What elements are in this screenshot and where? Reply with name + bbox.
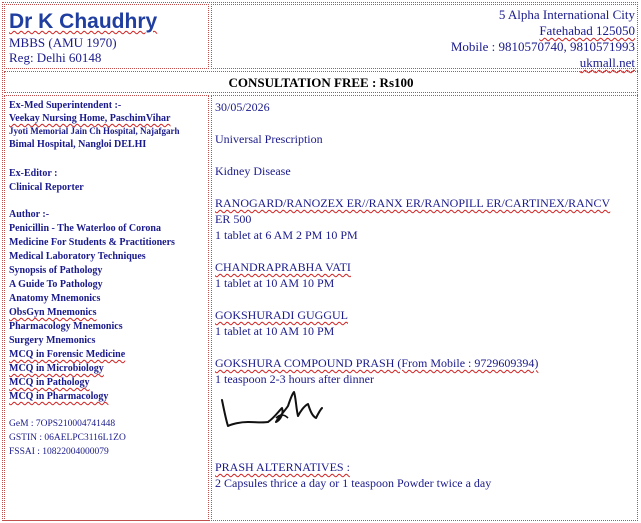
qualification: MBBS (AMU 1970) <box>9 35 117 50</box>
medicine-dosage: 1 tablet at 10 AM 10 PM <box>215 276 335 290</box>
mobile-numbers: Mobile : 9810570740, 9810571993 <box>450 39 635 54</box>
author-book: Pharmacology Mnemonics <box>9 321 123 332</box>
medicine-name: GOKSHURA COMPOUND PRASH (From Mobile : 9729609394) <box>215 356 539 370</box>
medicine-name-cont: ER 500 <box>215 212 252 226</box>
medicine-name: RANOGARD/RANOZEX ER//RANX ER/RANOPILL ER/CARTINEX/RANCV <box>215 196 611 210</box>
prescription-type: Universal Prescription <box>215 132 323 146</box>
consultation-fee: CONSULTATION FREE : Rs100 <box>228 75 414 90</box>
medicine-name: GOKSHURADI GUGGUL <box>215 308 348 322</box>
author-book: A Guide To Pathology <box>9 279 103 290</box>
header-right <box>211 4 638 69</box>
medicine-dosage: 1 teaspoon 2-3 hours after dinner <box>215 372 374 386</box>
address-line1: 5 Alpha International City <box>498 7 635 22</box>
medicine-name: CHANDRAPRABHA VATI <box>215 260 351 274</box>
author-book: Medicine For Students & Practitioners <box>9 237 175 248</box>
prescription-date: 30/05/2026 <box>215 100 270 114</box>
author-book: MCQ in Pathology <box>9 377 90 388</box>
superintendent-line: Veekay Nursing Home, PaschimVihar <box>9 113 171 124</box>
alternatives-heading-text: PRASH ALTERNATIVES : <box>215 460 350 474</box>
author-book: Anatomy Mnemonics <box>9 293 101 304</box>
medicine-dosage: 1 tablet at 10 AM 10 PM <box>215 324 335 338</box>
author-book: MCQ in Forensic Medicine <box>9 349 126 360</box>
header-left <box>4 4 209 69</box>
sidebar <box>4 95 209 521</box>
alternatives-heading <box>215 460 350 475</box>
author-book: MCQ in Microbiology <box>9 363 104 374</box>
registration: Reg: Delhi 60148 <box>9 50 102 65</box>
signature-image <box>218 388 328 438</box>
address-line2: Fatehabad 125050 <box>539 23 635 38</box>
doctor-name: Dr K Chaudhry <box>9 10 158 33</box>
fssai-id: FSSAI : 10822004000079 <box>9 447 109 457</box>
superintendent-line: Jyoti Memorial Jain Ch Hospital, Najafgarh <box>9 126 180 136</box>
medicine-dosage: 1 tablet at 6 AM 2 PM 10 PM <box>215 228 358 242</box>
author-book: Synopsis of Pathology <box>9 265 103 276</box>
author-book: Medical Laboratory Techniques <box>9 251 146 262</box>
gem-id: GeM : 7OPS210004741448 <box>9 419 116 429</box>
alternatives-text: 2 Capsules thrice a day or 1 teaspoon Powder twice a day <box>215 476 492 490</box>
author-book: ObsGyn Mnemonics <box>9 307 97 318</box>
prescription-panel <box>211 95 638 521</box>
diagnosis: Kidney Disease <box>215 164 291 178</box>
author-heading: Author :- <box>9 209 50 220</box>
author-book: Penicillin - The Waterloo of Corona <box>9 223 161 234</box>
gstin-id: GSTIN : 06AELPC3116L1ZO <box>9 433 126 443</box>
author-book: Surgery Mnemonics <box>9 335 96 346</box>
author-book: MCQ in Pharmacology <box>9 391 109 402</box>
superintendent-line: Bimal Hospital, Nangloi DELHI <box>9 139 147 150</box>
website: ukmall.net <box>579 55 635 70</box>
fee-row <box>4 71 638 93</box>
superintendent-heading: Ex-Med Superintendent :- <box>9 100 122 111</box>
editor-line: Clinical Reporter <box>9 182 84 193</box>
editor-heading: Ex-Editor : <box>9 168 58 179</box>
